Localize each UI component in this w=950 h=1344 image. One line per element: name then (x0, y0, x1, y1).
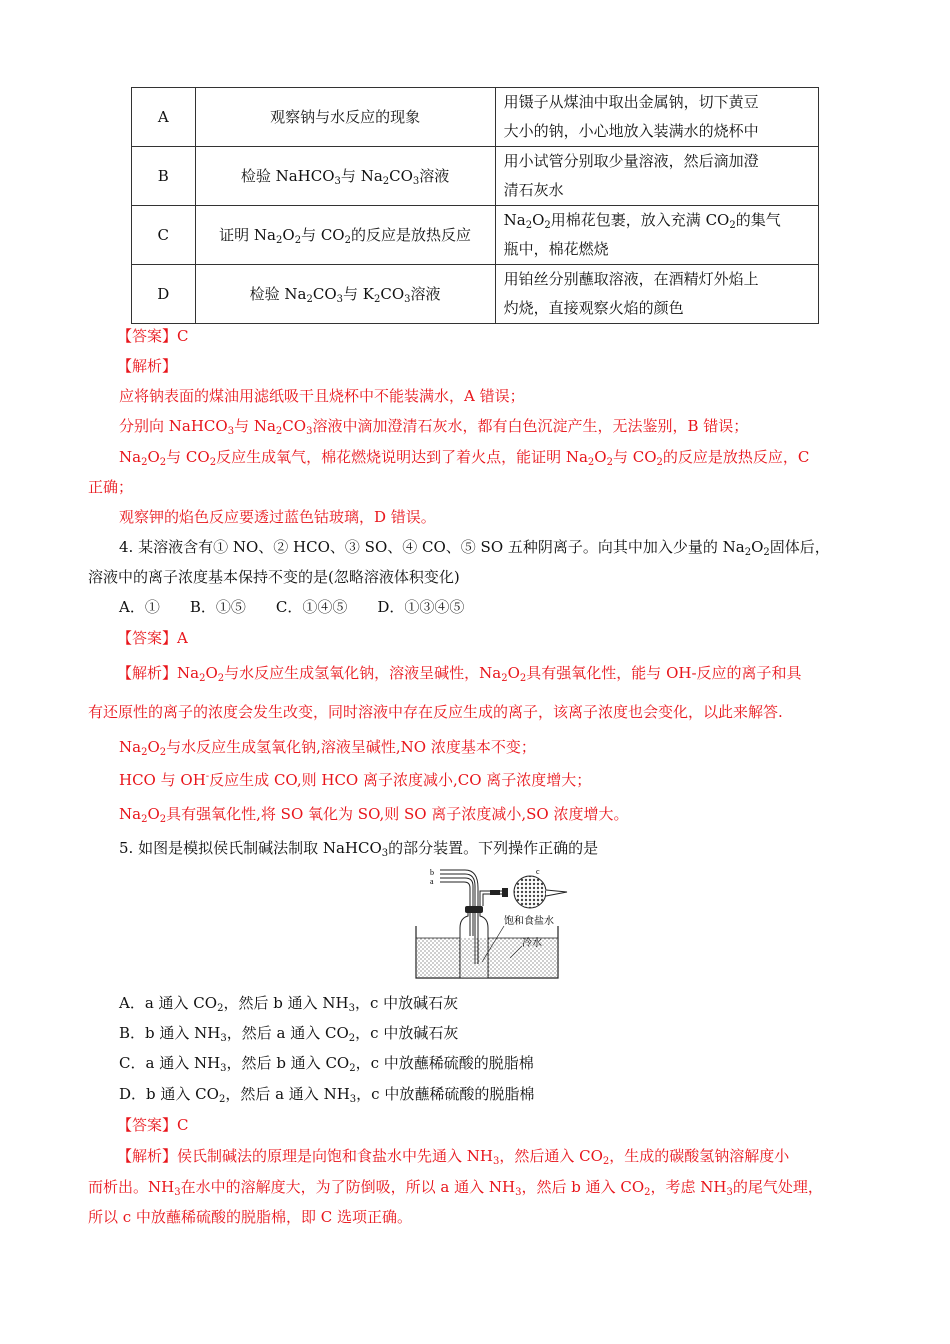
q4-options: A．① B．①⑤ C．①④⑤ D．①③④⑤ (119, 598, 465, 616)
option-cell: D (132, 265, 196, 324)
q4-stem: 4. 某溶液含有① NO、② HCO、③ SO、④ CO、⑤ SO 五种阴离子。向其中加入少量的 $Na_2O_2$固体后， (119, 538, 830, 558)
q5-option-a: A．a 通入 $CO_2$，然后 b 通入 $NH_3$，c 中放碱石灰 (119, 994, 459, 1014)
table-row (132, 147, 819, 206)
operation-cell: 用小试管分别取少量溶液，然后滴加澄 清石灰水 (495, 147, 818, 206)
table-row (132, 265, 819, 324)
operation-cell: 用镊子从煤油中取出金属钠，切下黄豆 大小的钠，小心地放入装满水的烧杯中 (495, 88, 818, 147)
q5-analysis-line: 所以 c 中放蘸稀硫酸的脱脂棉，即 C 选项正确。 (88, 1208, 412, 1226)
q3-analysis-line: 正确； (88, 478, 134, 496)
apparatus-figure (412, 866, 572, 982)
q4-stem: 溶液中的离子浓度基本保持不变的是(忽略溶液体积变化) (88, 568, 460, 586)
q4-analysis-line: $Na_2O_2$具有强氧化性,将 SO 氧化为 SO,则 SO 离子浓度减小,SO 浓度增大。 (119, 805, 629, 825)
svg-text:a: a (430, 877, 434, 886)
q5-stem: 5. 如图是模拟侯氏制碱法制取 NaHCO$_3$的部分装置。下列操作正确的是 (119, 839, 599, 859)
table-row (132, 88, 819, 147)
svg-text:饱和食盐水: 饱和食盐水 (504, 916, 554, 927)
q5-answer: 【答案】C (117, 1116, 189, 1134)
q5-analysis-line: 【解析】侯氏制碱法的原理是向饱和食盐水中先通入 $NH_3$，然后通入 $CO_2$，生成的碳酸氢钠溶解度小 (117, 1147, 790, 1167)
operation-cell: $Na_2O_2$用棉花包裹，放入充满 $CO_2$的集气 瓶中，棉花燃烧 (495, 206, 818, 265)
q3-analysis-line: $Na_2O_2$与 $CO_2$反应生成氧气，棉花燃烧说明达到了着火点，能证明 $Na_2O_2$与 $CO_2$的反应是放热反应，C (119, 448, 810, 468)
svg-text:冷水: 冷水 (522, 938, 542, 949)
q4-answer: 【答案】A (117, 629, 188, 647)
option-cell: A (132, 88, 196, 147)
svg-text:b: b (430, 868, 434, 877)
q3-analysis-line: 分别向 NaHCO$_3$与 $Na_2CO_3$溶液中滴加澄清石灰水，都有白色沉淀产生，无法鉴别，B 错误； (119, 417, 749, 437)
q3-answer: 【答案】C (117, 327, 189, 345)
q3-analysis-line: 观察钾的焰色反应要透过蓝色钴玻璃，D 错误。 (119, 508, 436, 526)
q5-option-d: D．b 通入 $CO_2$，然后 a 通入 $NH_3$，c 中放蘸稀硫酸的脱脂棉 (119, 1085, 535, 1105)
q5-analysis-line: 而析出。$NH_3$在水中的溶解度大，为了防倒吸，所以 a 通入 $NH_3$，然后 b 通入 $CO_2$，考虑 $NH_3$的尾气处理， (88, 1178, 823, 1198)
q4-analysis-line: HCO 与 OH-反应生成 CO,则 HCO 离子浓度减小,CO 离子浓度增大； (119, 771, 592, 789)
experiment-table (131, 87, 819, 324)
q4-analysis-line: $Na_2O_2$与水反应生成氢氧化钠,溶液呈碱性,NO 浓度基本不变； (119, 738, 536, 758)
q5-option-b: B．b 通入 $NH_3$，然后 a 通入 $CO_2$，c 中放碱石灰 (119, 1024, 459, 1044)
q3-analysis-line: 应将钠表面的煤油用滤纸吸干且烧杯中不能装满水，A 错误； (119, 387, 525, 405)
q3-analysis-label: 【解析】 (117, 357, 178, 375)
q4-analysis-line: 【解析】$Na_2O_2$与水反应生成氢氧化钠，溶液呈碱性，$Na_2O_2$具有强氧化性，能与 OH-反应的离子和具 (117, 664, 802, 684)
purpose-cell: 观察钠与水反应的现象 (195, 88, 495, 147)
table-row (132, 206, 819, 265)
option-cell: B (132, 147, 196, 206)
apparatus-diagram-icon (412, 866, 572, 982)
svg-text:c: c (536, 867, 540, 876)
purpose-cell: 检验 $Na_2CO_3$与 $K_2CO_3$溶液 (195, 265, 495, 324)
q5-option-c: C．a 通入 $NH_3$，然后 b 通入 $CO_2$，c 中放蘸稀硫酸的脱脂棉 (119, 1054, 534, 1074)
operation-cell: 用铂丝分别蘸取溶液，在酒精灯外焰上 灼烧，直接观察火焰的颜色 (495, 265, 818, 324)
purpose-cell: 证明 $Na_2O_2$与 $CO_2$的反应是放热反应 (195, 206, 495, 265)
q4-analysis-line: 有还原性的离子的浓度会发生改变，同时溶液中存在反应生成的离子，该离子浓度也会变化，以此来解答. (88, 703, 783, 721)
purpose-cell: 检验 NaHCO$_3$与 $Na_2CO_3$溶液 (195, 147, 495, 206)
option-cell: C (132, 206, 196, 265)
